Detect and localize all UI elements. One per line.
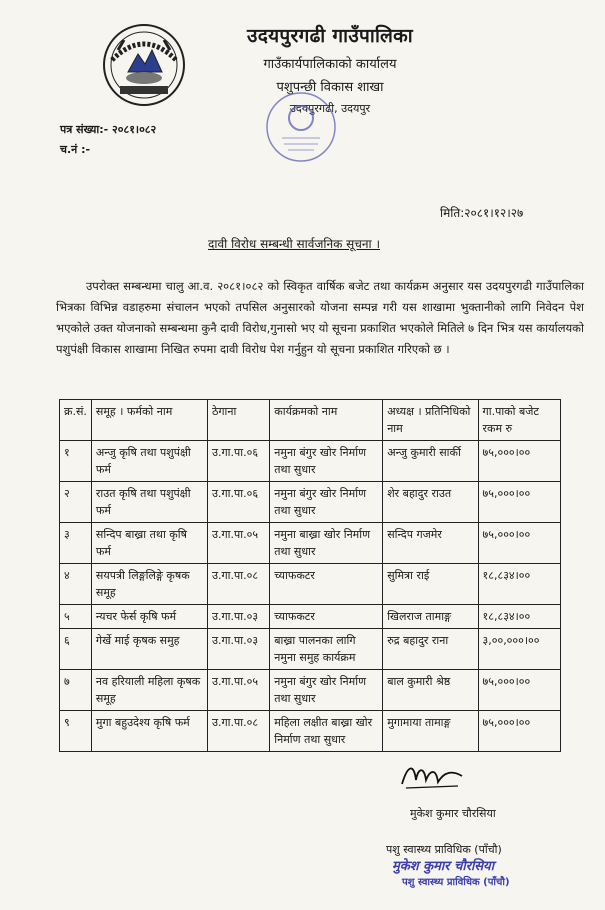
cell-chairperson: बाल कुमारी श्रेष्ठ (383, 670, 478, 711)
cell-chairperson: सन्दिप गजमेर (383, 523, 478, 564)
cell-address: उ.गा.पा.०५ (207, 523, 269, 564)
cell-budget: १८,८३४।०० (478, 605, 560, 629)
table-row (60, 670, 561, 711)
cell-program: बाख्रा पालनका लागि नमुना समुह कार्यक्रम (270, 629, 383, 670)
cell-program: नमुना बंगुर खोर निर्माण तथा सुधार (270, 482, 383, 523)
cell-serial: ४ (60, 564, 92, 605)
table-row (60, 564, 561, 605)
cell-chairperson: मुगामाया तामाङ्ग (383, 711, 478, 752)
cell-program: नमुना बाख्रा खोर निर्माण तथा सुधार (270, 523, 383, 564)
notice-body: उपरोक्त सम्बन्धमा चालु आ.व. २०८१।०८२ को स्विकृत वार्षिक बजेट तथा कार्यक्रम अनुसार यस उदयपुरगढी गाउँपालिका भित्रका विभिन्न वडाहरुमा संचालन भएको तपसिल अनुसारको योजना सम्पन्न गरी यस शाखामा भुक्तानीको लागि निवेदन पेश भएकोले उक्त योजनाको सम्बन्धमा कुनै दावी विरोध,गुनासो भए यो सूचना प्रकाशित भएकोले मितिले ७ दिन भित्र यस कार्यालयको पशुपंक्षी विकास शाखामा निखित रुपमा दावी विरोध पेश गर्नुहुन यो सूचना प्रकाशित गरिएको छ । (56, 279, 584, 356)
header-serial: क्र.सं. (60, 400, 92, 441)
cell-group: राउत कृषि तथा पशुपंक्षी फर्म (91, 482, 207, 523)
stamp-title: पशु स्वास्थ्य प्राविधिक (पाँचौ) (402, 877, 510, 888)
cell-group: सन्दिप बाख्रा तथा कृषि फर्म (91, 523, 207, 564)
cell-address: उ.गा.पा.०८ (207, 711, 269, 752)
cell-budget: ७५,०००।०० (478, 523, 560, 564)
table-header-row (60, 400, 561, 441)
cell-group: सयपत्री लिङ्गलिङ्गे कृषक समूह (91, 564, 207, 605)
table-row (60, 711, 561, 752)
cell-serial: ७ (60, 670, 92, 711)
cell-address: उ.गा.पा.०६ (207, 482, 269, 523)
cell-serial: १ (60, 441, 92, 482)
cell-group: मुगा बहुउदेश्य कृषि फर्म (91, 711, 207, 752)
stamp-name: मुकेश कुमार चौरसिया (392, 859, 495, 874)
signatory-title: पशु स्वास्थ्य प्राविधिक (पाँचौ) (386, 843, 502, 856)
cell-chairperson: सुमित्रा राई (383, 564, 478, 605)
cell-serial: ९ (60, 711, 92, 752)
cell-group: न्यचर फेर्स कृषि फर्म (91, 605, 207, 629)
notice-subject: दावी विरोध सम्बन्धी सार्वजनिक सूचना । (208, 237, 381, 251)
cell-budget: ३,००,०००।०० (478, 629, 560, 670)
cell-chairperson: रुद्र बहादुर राना (383, 629, 478, 670)
cell-chairperson: शेर बहादुर राउत (383, 482, 478, 523)
nepal-government-emblem (98, 20, 190, 110)
cell-program: च्याफकटर (270, 605, 383, 629)
cell-address: उ.गा.पा.०३ (207, 605, 269, 629)
header-address: ठेगाना (207, 400, 269, 441)
cell-budget: १८,८३४।०० (478, 564, 560, 605)
cell-budget: ७५,०००।०० (478, 670, 560, 711)
table-row (60, 629, 561, 670)
cell-program: च्याफकटर (270, 564, 383, 605)
header-program: कार्यक्रमको नाम (270, 400, 383, 441)
table-row (60, 523, 561, 564)
cell-budget: ७५,०००।०० (478, 482, 560, 523)
office-round-stamp (262, 88, 340, 166)
cell-budget: ७५,०००।०० (478, 711, 560, 752)
cell-chairperson: अन्जु कुमारी सार्की (383, 441, 478, 482)
cell-address: उ.गा.पा.०३ (207, 629, 269, 670)
cell-group: नव हरियाली महिला कृषक समूह (91, 670, 207, 711)
cell-program: महिला लक्षीत बाख्रा खोर निर्माण तथा सुधार (270, 711, 383, 752)
header-budget: गा.पाको बजेट रकम रु (478, 400, 560, 441)
header-chairperson: अध्यक्ष । प्रतिनिधिको नाम (383, 400, 478, 441)
cell-group: अन्जु कृषि तथा पशुपंक्षी फर्म (91, 441, 207, 482)
cell-address: उ.गा.पा.०८ (207, 564, 269, 605)
cell-program: नमुना बंगुर खोर निर्माण तथा सुधार (270, 670, 383, 711)
cell-serial: २ (60, 482, 92, 523)
letter-number: पत्र संख्या:- २०८१।०८२ (60, 123, 157, 136)
project-table (59, 399, 561, 752)
cell-program: नमुना बंगुर खोर निर्माण तथा सुधार (270, 441, 383, 482)
cell-serial: ५ (60, 605, 92, 629)
signatory-name: मुकेश कुमार चौरसिया (410, 807, 496, 820)
header-group: समूह । फर्मको नाम (91, 400, 207, 441)
table-row (60, 605, 561, 629)
dispatch-number: च.नं :- (60, 143, 91, 156)
table-row (60, 482, 561, 523)
branch-name: पशुपन्छी विकास शाखा (276, 80, 384, 95)
cell-serial: ३ (60, 523, 92, 564)
notice-date: मिति:२०८१।१२।२७ (440, 206, 524, 220)
municipality-name: उदयपुरगढी गाउँपालिका (247, 25, 413, 47)
cell-address: उ.गा.पा.०५ (207, 670, 269, 711)
handwritten-signature (398, 758, 468, 794)
cell-chairperson: खिलराज तामाङ्ग (383, 605, 478, 629)
office-place: उदयपुरगढी, उदयपुर (289, 102, 371, 115)
office-name: गाउँकार्यपालिकाको कार्यालय (263, 57, 397, 72)
cell-address: उ.गा.पा.०६ (207, 441, 269, 482)
signatory-stamp (392, 856, 582, 896)
cell-group: गेर्खे माई कृषक समुह (91, 629, 207, 670)
cell-serial: ६ (60, 629, 92, 670)
table-row (60, 441, 561, 482)
cell-budget: ७५,०००।०० (478, 441, 560, 482)
